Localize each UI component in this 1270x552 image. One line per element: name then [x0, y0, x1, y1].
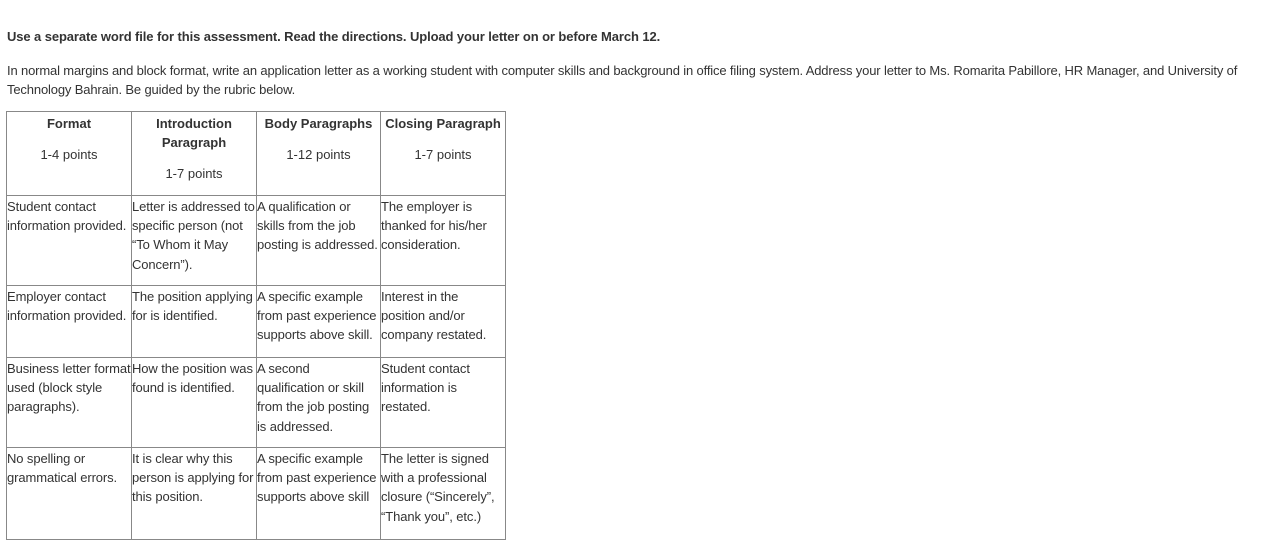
- table-cell: No spelling or grammatical errors.: [7, 448, 132, 540]
- table-cell: Letter is addressed to specific person (not “To Whom it May Concern”).: [132, 196, 257, 286]
- table-cell: Student contact information is restated.: [381, 358, 506, 448]
- table-cell: How the position was found is identified.: [132, 358, 257, 448]
- column-title: Body Paragraphs: [264, 116, 373, 131]
- column-points: 1-7 points: [414, 147, 472, 162]
- rubric-header-body: [257, 112, 381, 196]
- column-title: Introduction Paragraph: [156, 116, 232, 150]
- rubric-header-introduction: [132, 112, 257, 196]
- column-points: 1-4 points: [40, 147, 98, 162]
- column-title: Closing Paragraph: [385, 116, 501, 131]
- table-row: [7, 358, 506, 448]
- column-points: 1-12 points: [286, 147, 351, 162]
- rubric-header-format: [7, 112, 132, 196]
- column-title: Format: [46, 116, 92, 131]
- table-cell: The letter is signed with a professional closure (“Sincerely”, “Thank you”, etc.): [381, 448, 506, 540]
- table-cell: A specific example from past experience supports above skill.: [257, 286, 381, 358]
- table-cell: A qualification or skills from the job posting is addressed.: [257, 196, 381, 286]
- table-cell: Interest in the position and/or company restated.: [381, 286, 506, 358]
- rubric-header-row: [7, 112, 506, 196]
- column-points: 1-7 points: [165, 166, 223, 181]
- assessment-heading: Use a separate word file for this assessment. Read the directions. Upload your letter on or before March 12.: [7, 29, 661, 44]
- table-cell: Business letter format used (block style paragraphs).: [7, 358, 132, 448]
- table-cell: Student contact information provided.: [7, 196, 132, 286]
- table-cell: The position applying for is identified.: [132, 286, 257, 358]
- table-cell: A specific example from past experience supports above skill: [257, 448, 381, 540]
- table-row: [7, 448, 506, 540]
- assessment-instructions: In normal margins and block format, write an application letter as a working student with computer skills and background in office filing system. Address your letter to Ms. Romarita Pabillore, HR Manager, and University of Technology Bahrain. Be guided by the rubric below.: [7, 63, 1238, 97]
- rubric-header-closing: [381, 112, 506, 196]
- table-cell: Employer contact information provided.: [7, 286, 132, 358]
- table-row: [7, 196, 506, 286]
- table-cell: The employer is thanked for his/her consideration.: [381, 196, 506, 286]
- rubric-table: [6, 111, 506, 540]
- table-cell: It is clear why this person is applying for this position.: [132, 448, 257, 540]
- table-cell: A second qualification or skill from the job posting is addressed.: [257, 358, 381, 448]
- table-row: [7, 286, 506, 358]
